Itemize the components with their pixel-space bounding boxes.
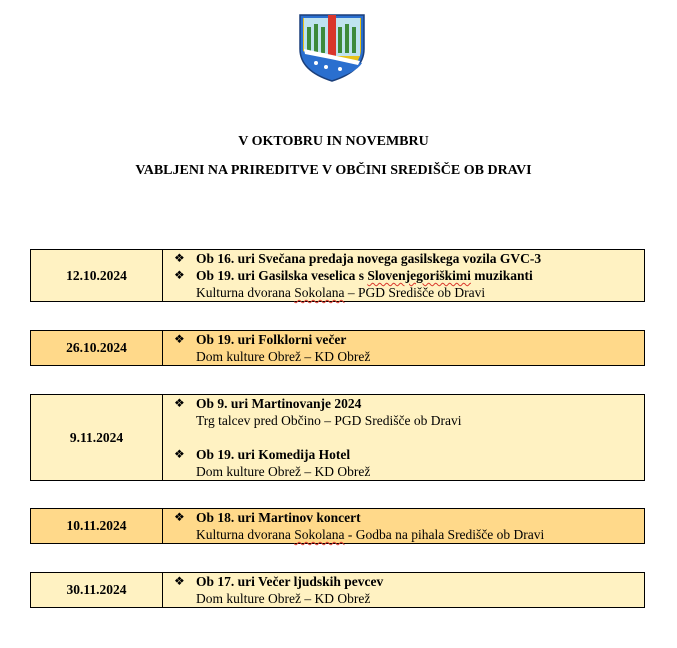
heading-months: V OKTOBRU IN NOVEMBRU xyxy=(238,134,429,149)
event-item xyxy=(174,250,644,267)
event-item xyxy=(174,267,644,284)
heading-invitation: VABLJENI NA PRIREDITVE V OBČINI SREDIŠČE OB DRAVI xyxy=(135,163,532,178)
event-date: 30.11.2024 xyxy=(31,573,163,608)
bullet-icon: ❖ xyxy=(174,396,185,410)
event-date: 12.10.2024 xyxy=(31,250,163,302)
event-table xyxy=(30,508,645,544)
event-item xyxy=(174,573,644,590)
event-details xyxy=(163,331,645,366)
event-details xyxy=(163,573,645,608)
event-table xyxy=(30,249,645,302)
event-location: Trg talcev pred Občino – PGD Središče ob Dravi xyxy=(196,413,462,428)
bullet-icon: ❖ xyxy=(174,251,185,265)
event-date: 9.11.2024 xyxy=(31,395,163,481)
bullet-icon: ❖ xyxy=(174,447,185,461)
event-details xyxy=(163,395,645,481)
event-item xyxy=(174,395,644,412)
event-location: Kulturna dvorana Sokolana – PGD Središče ob Dravi xyxy=(196,285,486,300)
event-title: Ob 19. uri Gasilska veselica s Slovenjegoriškimi muzikanti xyxy=(196,268,533,283)
event-item xyxy=(174,446,644,463)
event-details xyxy=(163,250,645,302)
event-table xyxy=(30,330,645,366)
event-title: Ob 9. uri Martinovanje 2024 xyxy=(196,396,362,411)
event-title: Ob 17. uri Večer ljudskih pevcev xyxy=(196,574,384,589)
spacer xyxy=(196,429,644,446)
event-location: Dom kulture Obrež – KD Obrež xyxy=(196,591,371,606)
event-location: Kulturna dvorana Sokolana - Godba na pihala Središče ob Dravi xyxy=(196,527,545,542)
event-table xyxy=(30,572,645,608)
event-location: Dom kulture Obrež – KD Obrež xyxy=(196,349,371,364)
event-date: 26.10.2024 xyxy=(31,331,163,366)
event-item xyxy=(174,509,644,526)
event-item xyxy=(174,331,644,348)
event-table xyxy=(30,394,645,481)
event-title: Ob 19. uri Komedija Hotel xyxy=(196,447,351,462)
bullet-icon: ❖ xyxy=(174,332,185,346)
event-title: Ob 19. uri Folklorni večer xyxy=(196,332,347,347)
bullet-icon: ❖ xyxy=(174,268,185,282)
event-location: Dom kulture Obrež – KD Obrež xyxy=(196,464,371,479)
bullet-icon: ❖ xyxy=(174,510,185,524)
event-details xyxy=(163,509,645,544)
municipality-coat-of-arms xyxy=(296,9,368,83)
event-title: Ob 16. uri Svečana predaja novega gasilskega vozila GVC-3 xyxy=(196,251,542,266)
event-date: 10.11.2024 xyxy=(31,509,163,544)
bullet-icon: ❖ xyxy=(174,574,185,588)
event-title: Ob 18. uri Martinov koncert xyxy=(196,510,361,525)
